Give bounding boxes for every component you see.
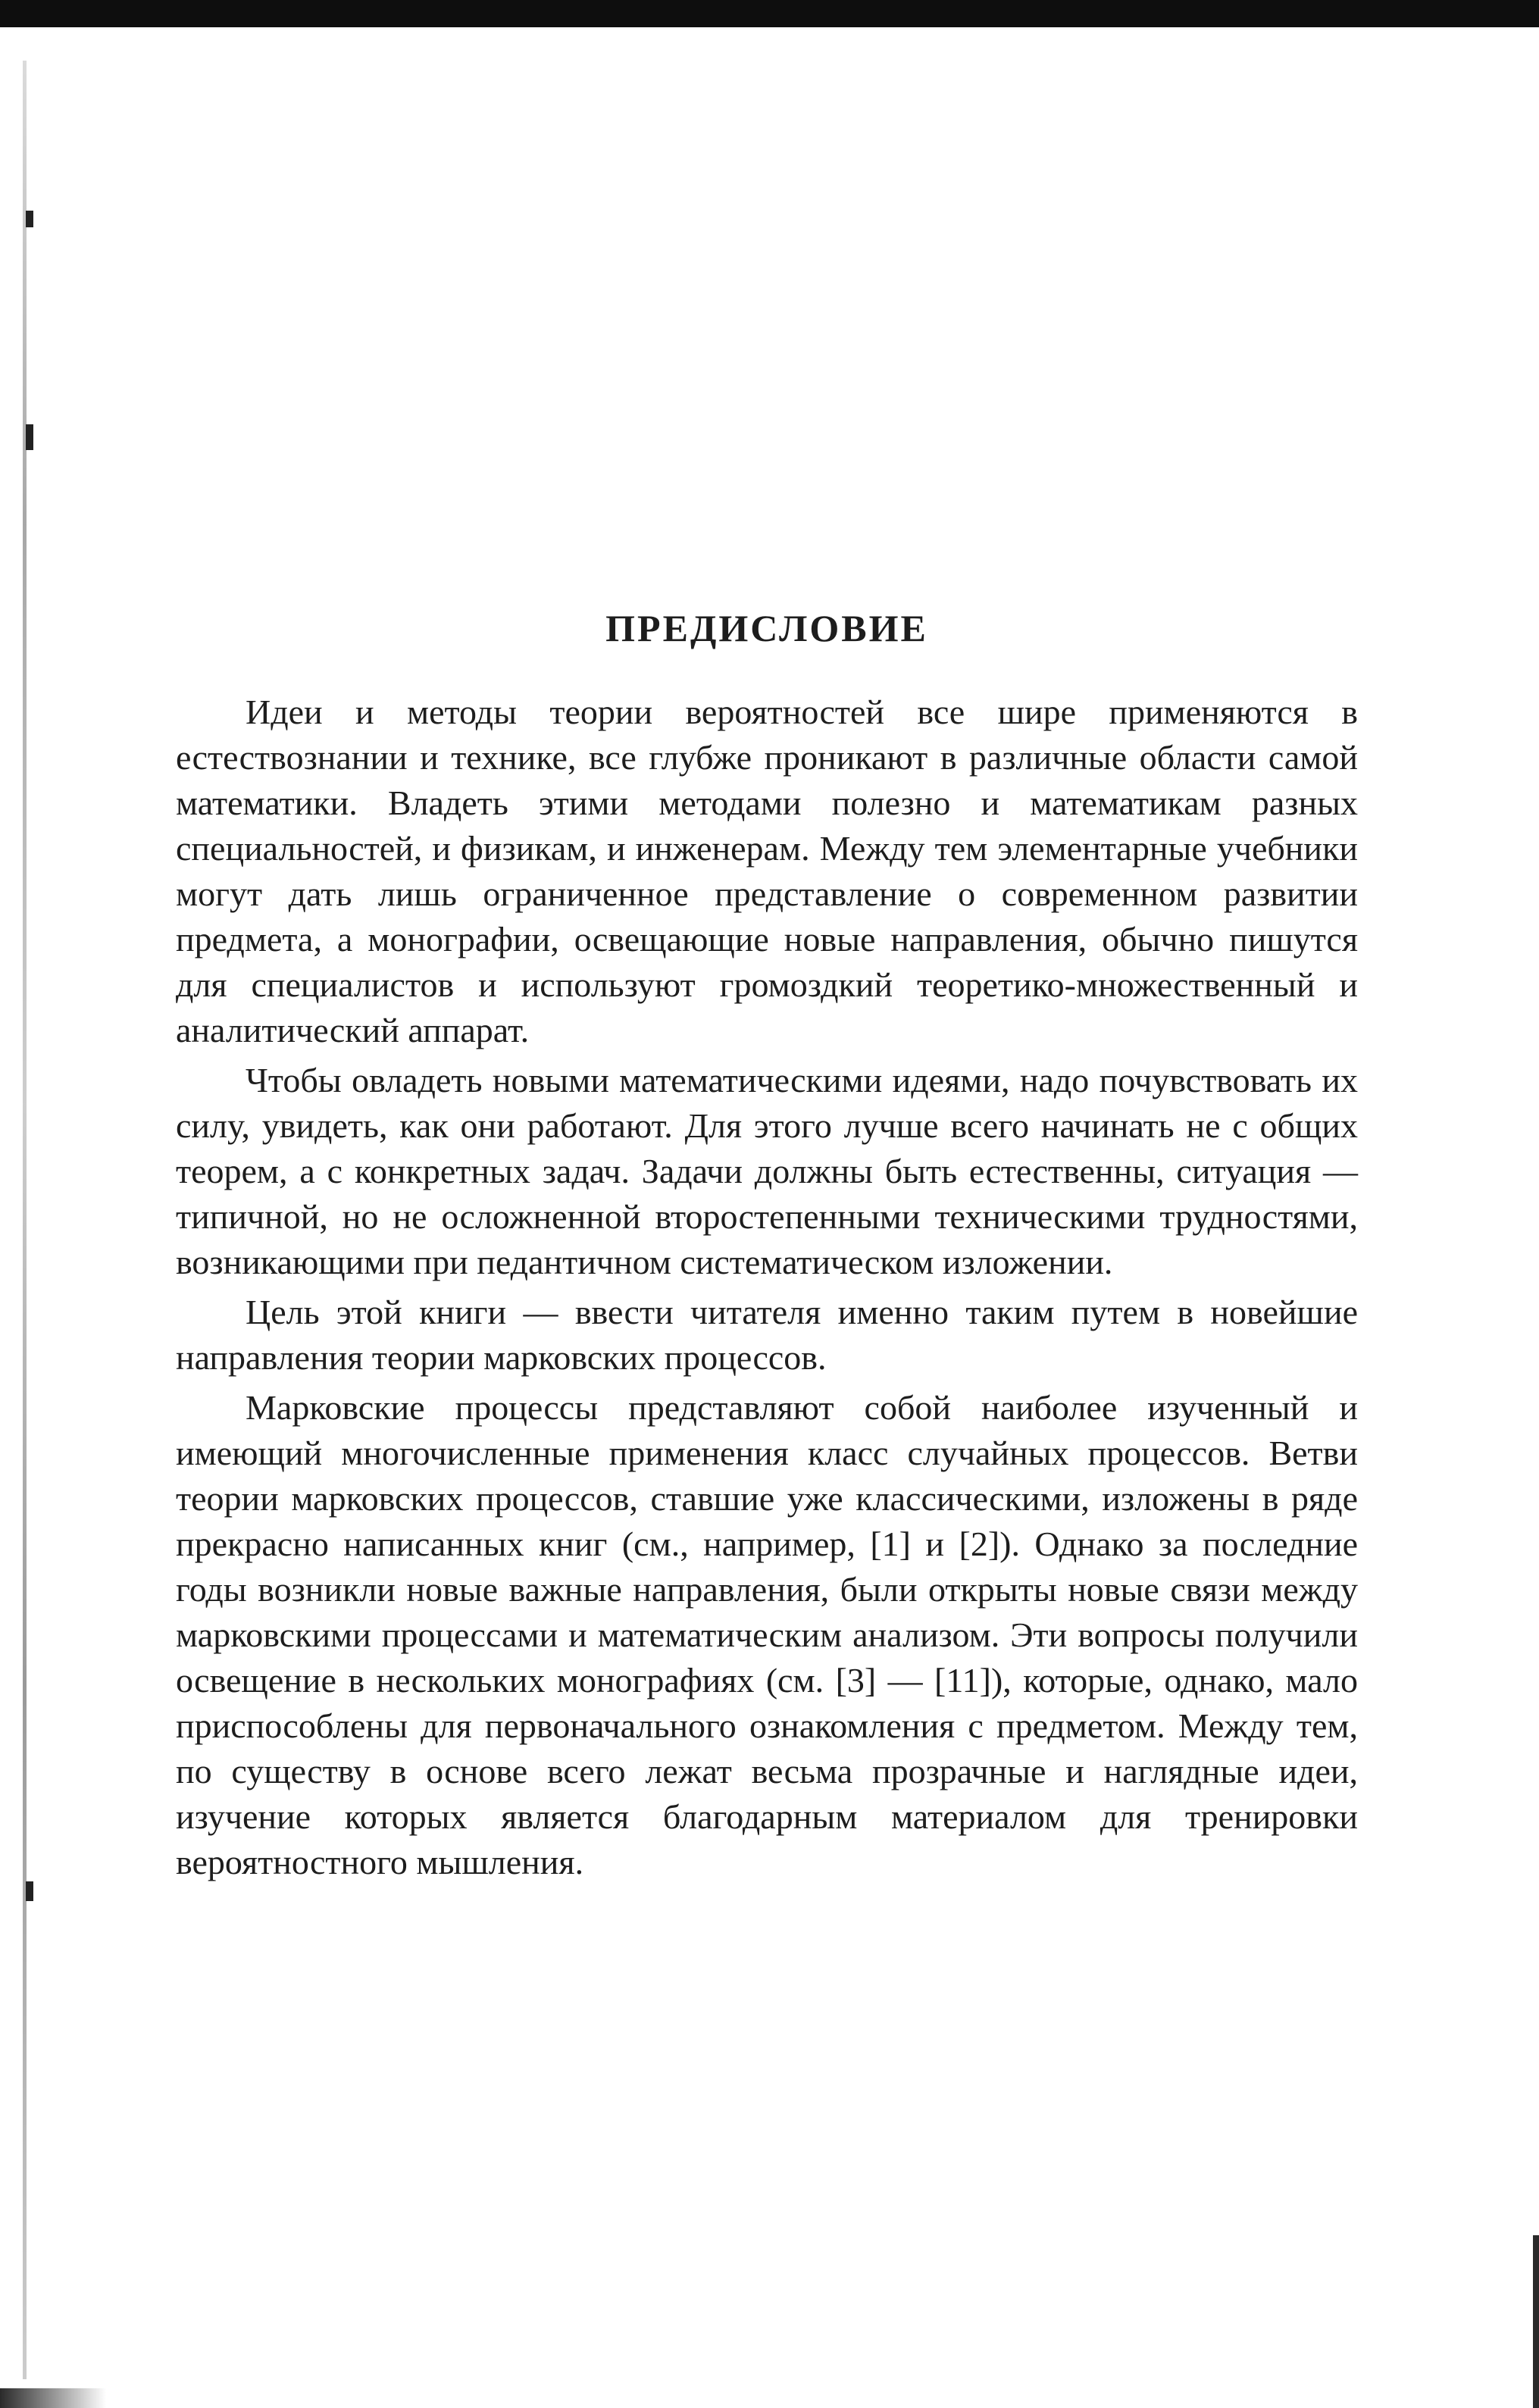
scan-left-mark — [26, 424, 33, 450]
paragraph-4: Марковские процессы представляют собой наиболее изученный и имеющий многочисленные применения класс случайных процессов. Ветви теории марковских процессов, ставшие уже классическими, изложены в ряде прекрасно написанных книг (см., например, [1] и [2]). Однако за последние годы возникли новые важные направления, были открыты новые связи между марковскими процессами и математическим анализом. Эти вопросы получили освещение в нескольких монографиях (см. [3] — [11]), которые, однако, мало приспособлены для первоначального ознакомления с предметом. Между тем, по существу в основе всего лежат весьма прозрачные и наглядные идеи, изучение которых является благодарным материалом для тренировки вероятностного мышления. — [176, 1388, 1358, 1881]
scan-bottom-shadow — [0, 2388, 106, 2408]
scan-right-shadow — [1533, 2235, 1539, 2408]
paragraph-3: Цель этой книги — ввести читателя именно таким путем в новейшие направления теории марковских процессов. — [176, 1293, 1358, 1377]
paragraph-1: Идеи и методы теории вероятностей все шире применяются в естествознании и технике, все глубже проникают в различные области самой математики. Владеть этими методами полезно и математикам разных специальностей, и физикам, и инженерам. Между тем элементарные учебники могут дать лишь ограниченное представление о современном развитии предмета, а монографии, освещающие новые направления, обычно пишутся для специалистов и используют громоздкий теоретико-множественный и аналитический аппарат. — [176, 693, 1358, 1049]
scan-left-mark — [26, 1881, 33, 1901]
page-heading: ПРЕДИСЛОВИЕ — [605, 607, 928, 649]
scan-top-border — [0, 0, 1539, 27]
paragraph-2: Чтобы овладеть новыми математическими идеями, надо почувствовать их силу, увидеть, как они работают. Для этого лучше всего начинать не с общих теорем, а с конкретных задач. Задачи должны быть естественны, ситуация — типичной, но не осложненной второстепенными техническими трудностями, возникающими при педантичном систематическом изложении. — [176, 1061, 1358, 1281]
scan-left-edge — [23, 61, 27, 2379]
scan-left-mark — [26, 211, 33, 227]
page-content — [176, 606, 1358, 1890]
